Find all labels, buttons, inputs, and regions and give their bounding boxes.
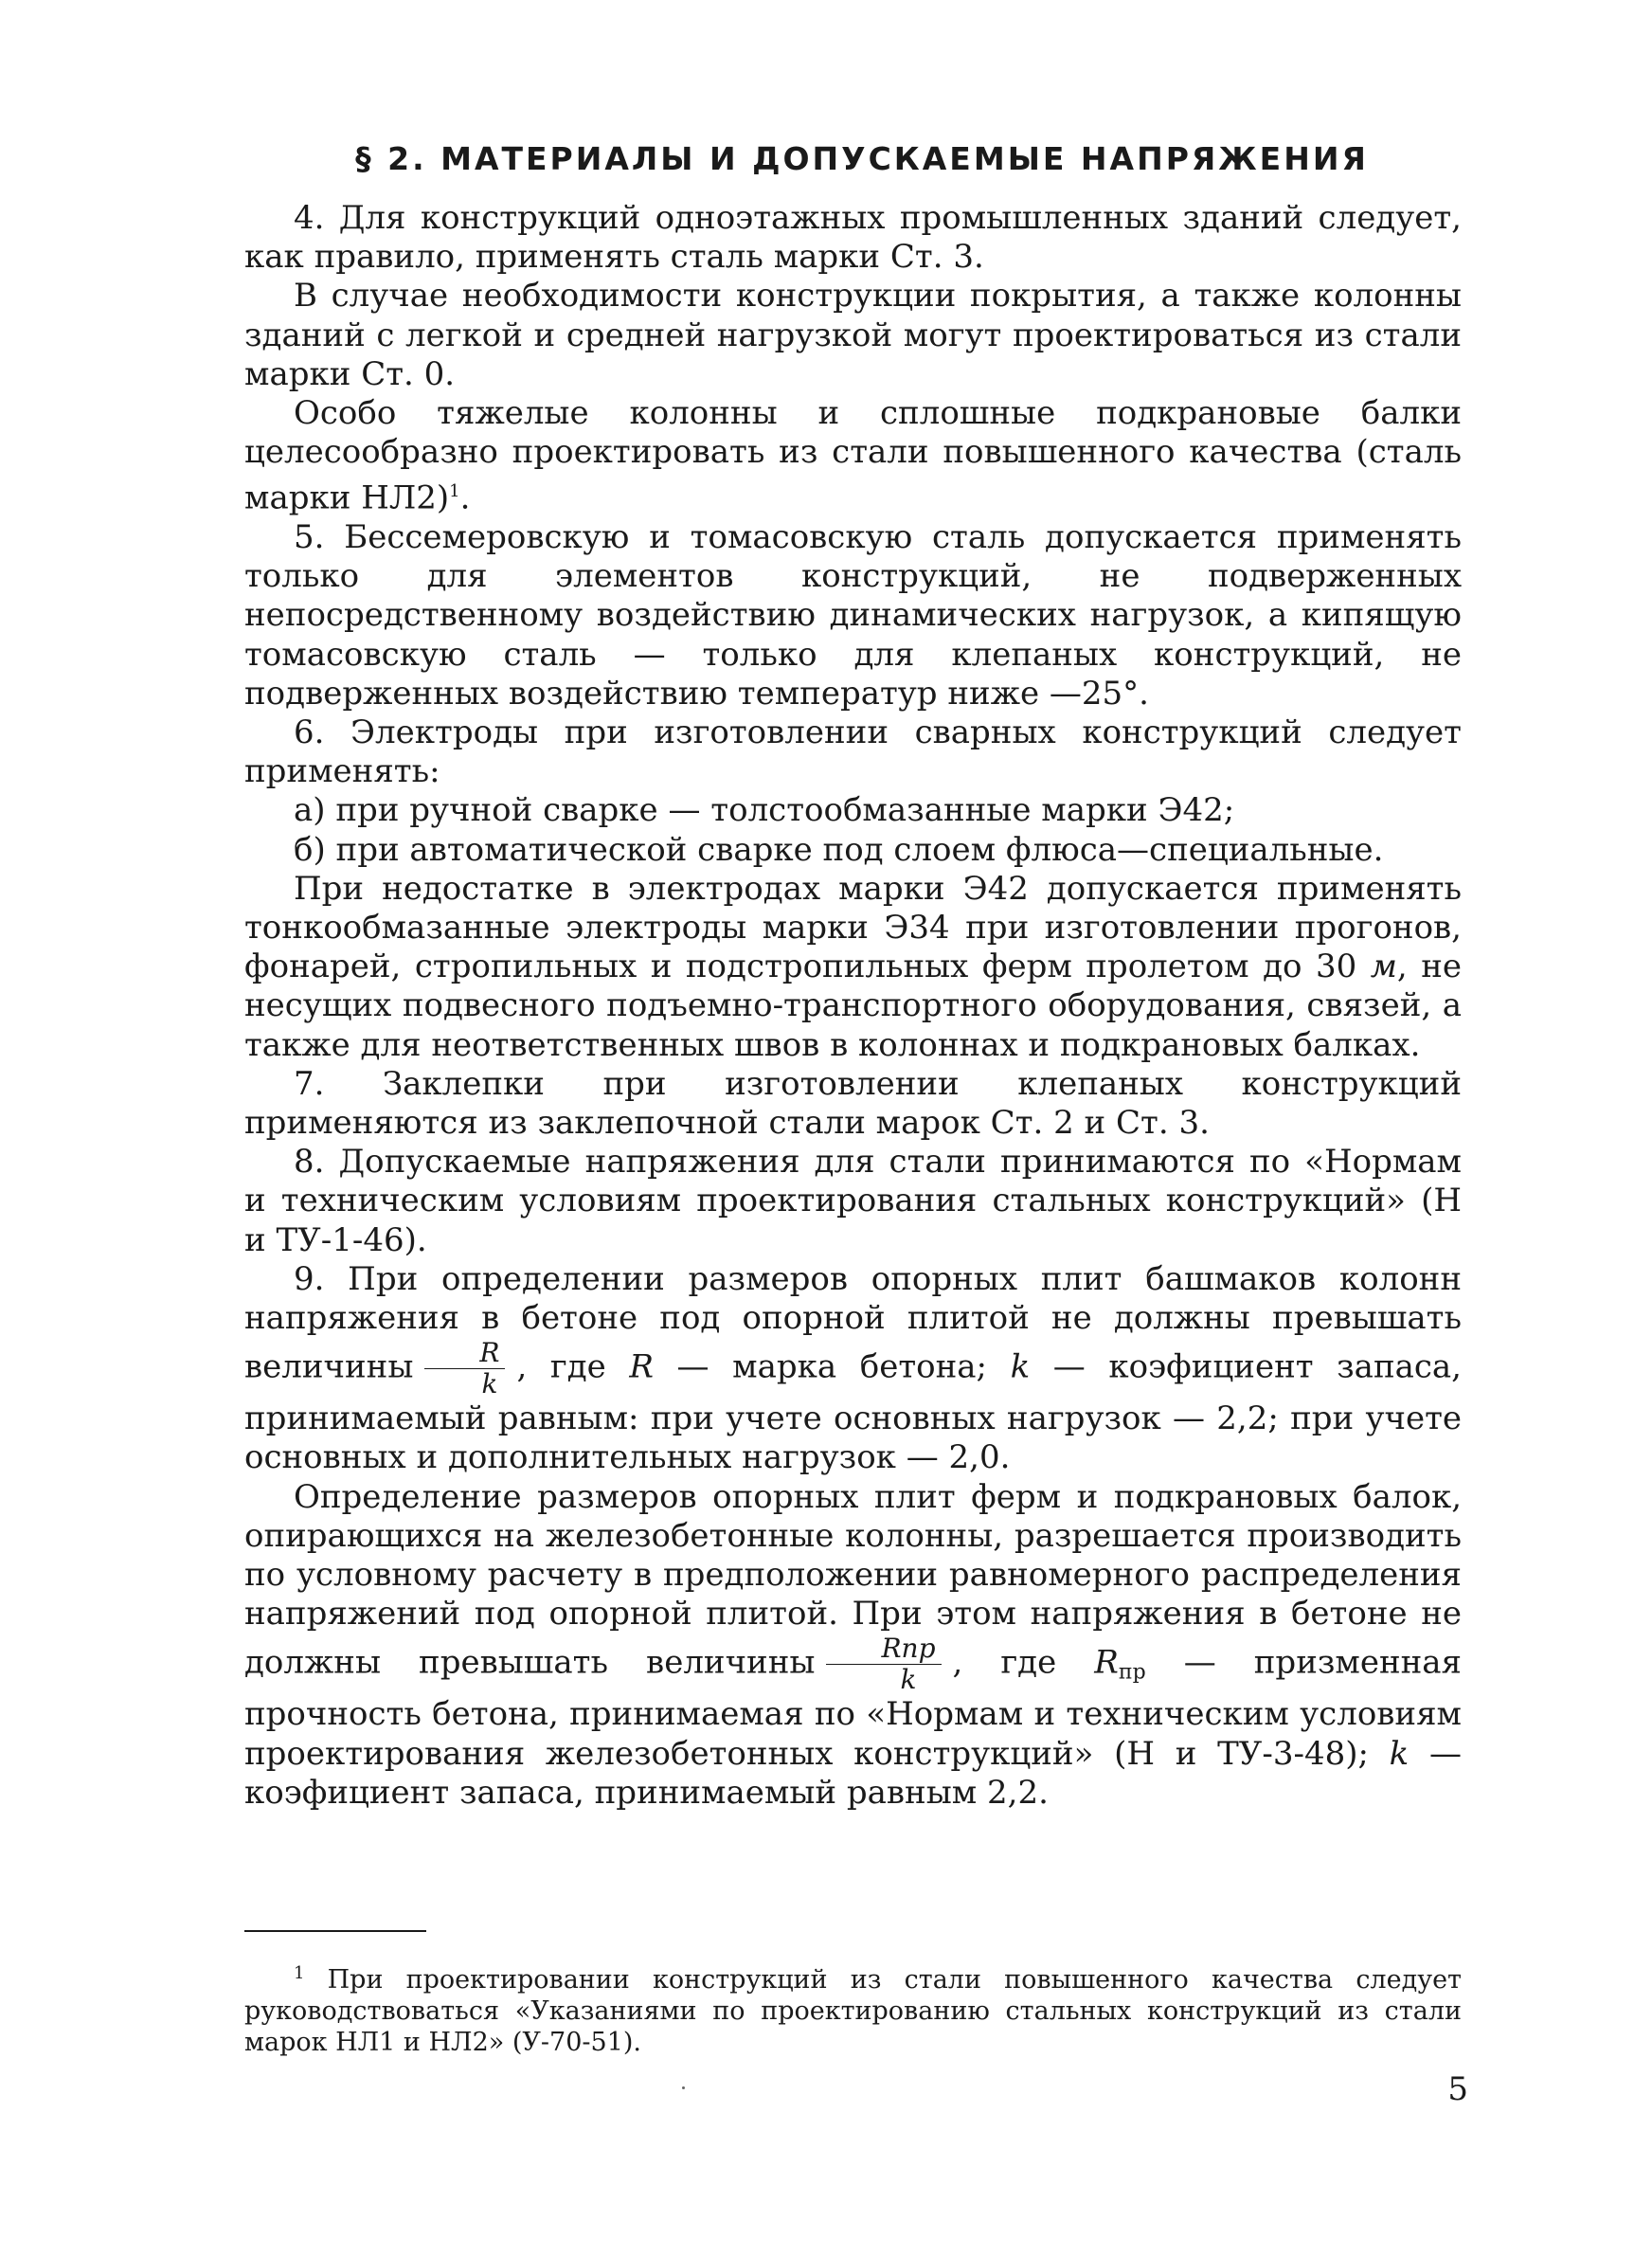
fraction-rpr-over-k: [826, 1634, 941, 1695]
footnote-body: При проектировании конструкций из стали повышенного качества следует руководствоваться «Указаниями по проектированию стальных конструкций из стали марок НЛ1 и НЛ2» (У-70-51).: [244, 1965, 1462, 2057]
paragraph-10-text-a: Определение размеров опорных плит ферм и подкрановых балок, опирающихся на железобетонные колонны, разрешается производить по условному расчету в предположении равномерного распределения напряжений под опорной плитой. При этом напряжения в бетоне не должны превышать величины: [244, 1477, 1462, 1682]
footnote-mark: 1: [294, 1963, 305, 1983]
symbol-k: k: [1389, 1734, 1410, 1773]
paragraph-9-text-c: — марка бетона;: [653, 1347, 987, 1386]
page-number: 5: [1447, 2070, 1468, 2108]
paragraph-6c-text-b: , не несущих подвесного подъемно-транспортного оборудования, связей, а также для неответственных швов в колоннах и подкрановых балках.: [244, 948, 1462, 1064]
body-text: [244, 199, 1462, 1813]
paragraph-10-text-b: , где: [952, 1643, 1057, 1682]
paragraph-4c: [244, 394, 1462, 518]
paragraph-9-text-a: 9. При определении размеров опорных плит башмаков колонн напряжения в бетоне под опорной плитой не должны превышать величины: [244, 1259, 1462, 1386]
footnote-divider: [244, 1930, 426, 1932]
fraction-denominator: k: [481, 1368, 498, 1400]
print-speck: [682, 2086, 685, 2089]
paragraph-7: 7. Заклепки при изготовлении клепаных конструкций применяются из заклепочной стали марок Ст. 2 и Ст. 3.: [244, 1064, 1462, 1142]
paragraph-6a: а) при ручной сварке — толстообмазанные марки Э42;: [294, 791, 1235, 830]
paragraph-4c-text: Особо тяжелые колонны и сплошные подкрановые балки целесообразно проектировать из стали повышенного качества (сталь марки НЛ2): [244, 394, 1462, 517]
paragraph-4: 4. Для конструкций одноэтажных промышленных зданий следует, как правило, применять сталь марки Ст. 3.: [244, 199, 1462, 277]
symbol-r-pr-subscript: пр: [1118, 1660, 1146, 1685]
fraction-numerator: R: [424, 1338, 505, 1369]
paragraph-4c-end: .: [459, 478, 471, 517]
paragraph-5: 5. Бессемеровскую и томасовскую сталь допускается применять только для элементов конструкций, не подверженных непосредственному воздействию динамических нагрузок, а кипящую томасовскую сталь — только для клепаных конструкций, не подверженных воздействию температур ниже —25°.: [244, 517, 1462, 713]
symbol-k: k: [1010, 1347, 1031, 1386]
footnote-text: [244, 1958, 1462, 2058]
paragraph-4b: В случае необходимости конструкции покрытия, а также колонны зданий с легкой и средней нагрузкой могут проектироваться из стали марки Ст. 0.: [244, 277, 1462, 393]
paragraph-10: [244, 1478, 1462, 1813]
paragraph-10-text-d: — коэфициент запаса, принимаемый равным 2,2.: [244, 1734, 1462, 1812]
paragraph-8: 8. Допускаемые напряжения для стали принимаются по «Нормам и техническим условиям проектирования стальных конструкций» (Н и ТУ-1-46).: [244, 1143, 1462, 1259]
paragraph-6c-text-a: При недостатке в электродах марки Э42 допускается применять тонкообмазанные электроды марки Э34 при изготовлении прогонов, фонарей, стропильных и подстропильных ферм пролетом до 30: [244, 869, 1462, 986]
fraction-denominator: k: [900, 1664, 917, 1696]
unit-meters: м: [1370, 948, 1397, 986]
fraction-r-over-k: [424, 1338, 505, 1399]
symbol-r: R: [629, 1347, 654, 1386]
paragraph-6: 6. Электроды при изготовлении сварных конструкций следует применять:: [244, 713, 1462, 791]
symbol-r-pr: R: [1094, 1643, 1119, 1682]
paragraph-10-text-c: — призменная прочность бетона, принимаемая по «Нормам и техническим условиям проектирования железобетонных конструкций» (Н и ТУ-3-48);: [244, 1643, 1463, 1773]
fraction-numerator: Rпр: [826, 1634, 941, 1665]
paragraph-6b: б) при автоматической сварке под слоем флюса—специальные.: [294, 830, 1384, 869]
paragraph-9-text-b: , где: [516, 1347, 606, 1386]
footnote-reference: 1: [449, 481, 460, 502]
paragraph-9: [244, 1260, 1462, 1478]
paragraph-6c: [244, 870, 1462, 1065]
section-heading: § 2. МАТЕРИАЛЫ И ДОПУСКАЕМЫЕ НАПРЯЖЕНИЯ: [355, 140, 1369, 177]
paragraph-9-text-d: — коэфициент запаса, принимаемый равным: при учете основных нагрузок — 2,2; при учете основных и дополнительных нагрузок — 2,0.: [244, 1347, 1462, 1477]
footnote: [244, 1958, 1462, 2058]
